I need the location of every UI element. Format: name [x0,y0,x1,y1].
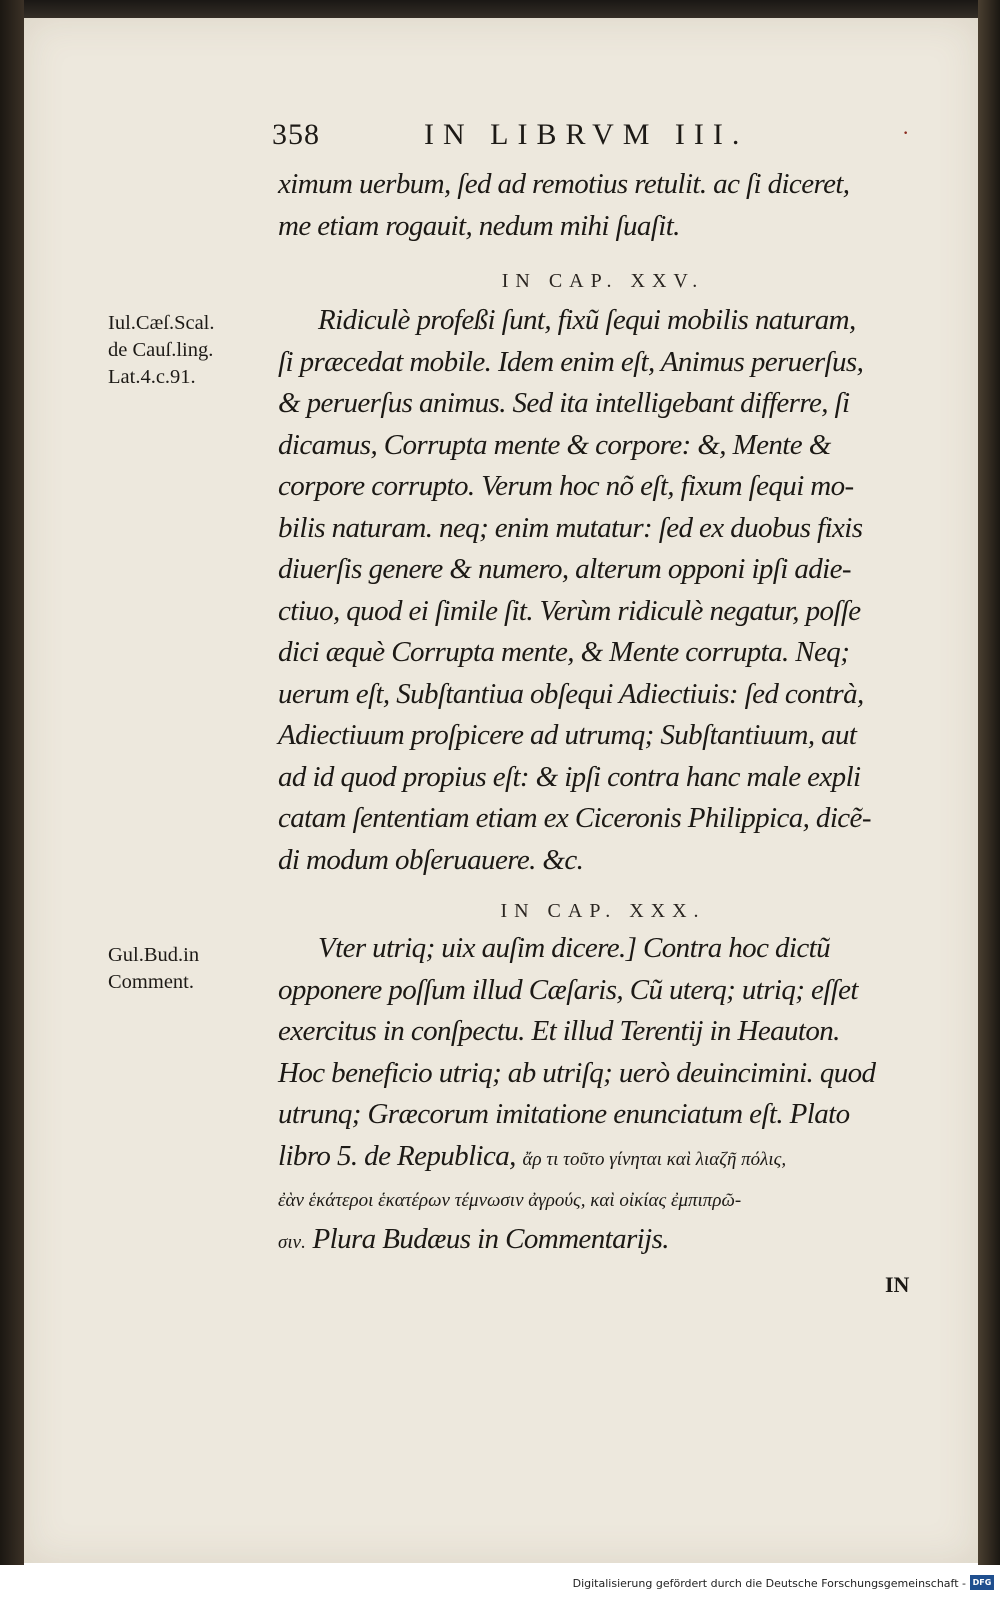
margin-note-scaliger [108,310,268,391]
text-line: opponere poſſum illud Cæſaris, Cũ uterq; utriq; eſſet [278,973,858,1006]
text-line: Hoc beneficio utriq; ab utriſq; uerò deuincimini. quod [278,1056,876,1089]
margin-note-line: Comment. [108,971,194,993]
text-fragment: libro 5. de Republica, [278,1139,516,1172]
running-title: IN LIBRVM III. [424,118,749,151]
text-line: catam ſententiam etiam ex Ciceronis Philippica, dicẽ- [278,802,871,834]
chapter-heading-30: IN CAP. XXX. [500,900,706,922]
text-line: me etiam rogauit, nedum mihi ſuaſit. [278,209,680,242]
text-fragment: Plura Budæus in Commentarijs. [312,1222,669,1255]
margin-note-line: Gul.Bud.in [108,944,200,966]
text-line: corpore corrupto. Verum hoc nõ eſt, fixum ſequi mo- [278,470,854,502]
cap25-text [278,300,928,881]
greek-quote: ἄρ τι τοῦτο γίνηται καὶ λιαζῆ πόλις, [522,1148,787,1170]
text-line: bilis naturam. neq; enim mutatur: ſed ex duobus fixis [278,511,863,544]
book-edge-right [978,0,1000,1565]
text-line: exercitus in conſpectu. Et illud Terentij in Heauton. [278,1015,840,1047]
text-line: Vter utriq; uix auſim dicere.] Contra hoc dictũ [318,932,830,964]
text-line: ſi præcedat mobile. Idem enim eſt, Animus peruerſus, [278,345,864,378]
text-line: Adiectiuum proſpicere ad utrumq; Subſtantiuum, aut [278,719,857,751]
text-line [278,1136,928,1178]
text-line: dicamus, Corrupta mente & corpore: &, Mente & [278,428,831,461]
text-line: & peruerſus animus. Sed ita intelligebant differre, ſi [278,387,850,419]
chapter-heading-25: IN CAP. XXV. [501,270,705,292]
text-line: dici æquè Corrupta mente, & Mente corrupta. Neq; [278,636,850,668]
margin-note-budaeus [108,942,268,996]
text-line [278,1219,928,1261]
text-line: Ridiculè profeßi ſunt, fixũ ſequi mobilis naturam, [318,304,856,336]
ink-dot-mark: · [902,120,910,145]
text-line [278,1177,928,1219]
text-line: ximum uerbum, ſed ad remotius retulit. ac ſi diceret, [278,168,850,200]
text-line: di modum obſeruauere. &c. [278,843,584,876]
margin-note-line: Lat.4.c.91. [108,366,196,388]
dfg-logo-icon: DFG [970,1575,994,1590]
margin-note-line: Iul.Cæſ.Scal. [108,312,215,334]
text-line: ad id quod propius eſt: & ipſi contra hanc male expli [278,760,861,793]
text-line: uerum eſt, Subſtantiua obſequi Adiectiuis: ſed contrà, [278,677,864,710]
greek-quote: ἐὰν ἑκάτεροι ἑκατέρων τέμνωσιν ἀγρούς, καὶ οἰκίας ἐμπιπρῶ- [278,1190,742,1211]
carry-over-text [278,164,928,247]
text-line: utrunq; Græcorum imitatione enunciatum eſt. Plato [278,1098,850,1130]
margin-note-line: de Cauſ.ling. [108,339,214,361]
page-number: 358 [272,118,320,151]
text-line: diuerſis genere & numero, alterum opponi ipſi adie- [278,553,851,585]
digitization-footer [0,1565,1000,1599]
book-edge-left [0,0,24,1565]
text-line: ctiuo, quod ei ſimile ſit. Verùm ridiculè negatur, poſſe [278,594,861,627]
running-head [272,118,952,158]
catchword: IN [885,1272,910,1297]
greek-quote: σιν. [278,1231,306,1253]
cap30-text [278,928,928,1260]
funding-credit: Digitalisierung gefördert durch die Deutsche Forschungsgemeinschaft - [572,1577,966,1590]
